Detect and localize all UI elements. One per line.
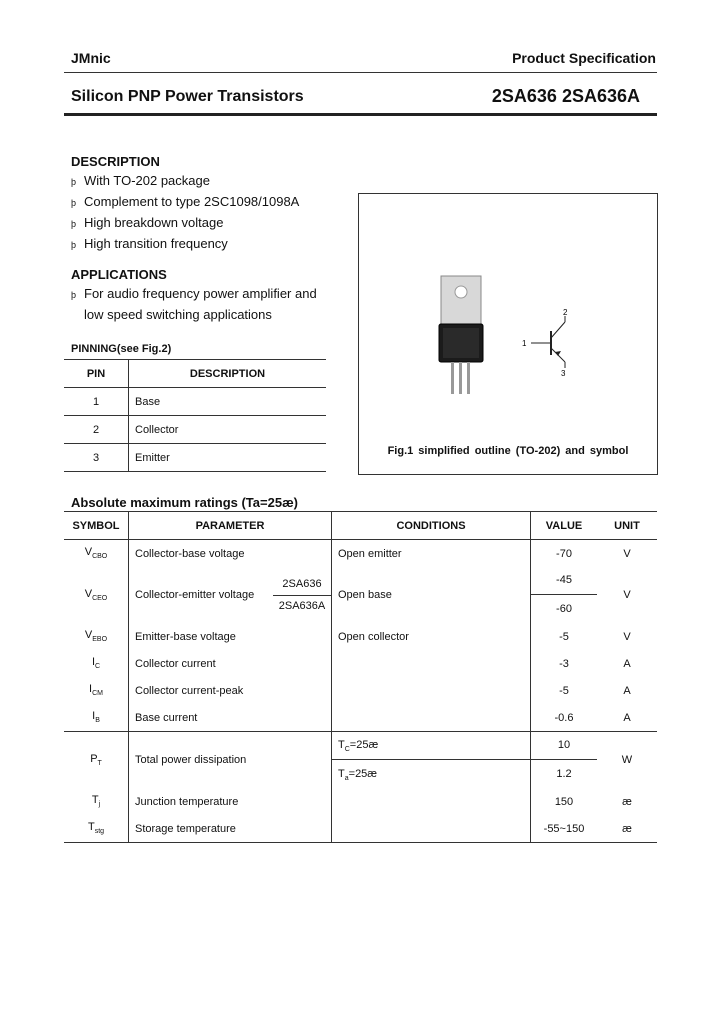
list-item: þ High breakdown voltage	[71, 213, 299, 234]
list-item: þ With TO-202 package	[71, 171, 299, 192]
pnp-symbol-icon	[359, 194, 657, 424]
value-cell: -45	[531, 567, 597, 595]
table-header-row	[64, 512, 657, 540]
parameter-cell: Collector current-peak	[129, 677, 332, 704]
parameter-cell: Emitter-base voltage	[129, 623, 332, 650]
parameter-cell: Collector-emitter voltage 2SA636 2SA636A	[129, 567, 332, 623]
col-conditions: CONDITIONS	[332, 512, 531, 540]
table-row	[64, 623, 657, 650]
symbol-cell: $I_C$	[64, 650, 129, 677]
parameter-cell: Base current	[129, 704, 332, 732]
description-heading: DESCRIPTION	[71, 154, 160, 169]
condition-cell: Open base	[332, 567, 531, 623]
unit-cell: A	[623, 657, 631, 670]
pin-description: Emitter	[129, 444, 327, 472]
col-symbol: SYMBOL	[64, 512, 129, 540]
list-item: þ Complement to type 2SC1098/1098A	[71, 192, 299, 213]
value-cell: -5	[559, 684, 569, 697]
parameter-cell: Collector current	[129, 650, 332, 677]
col-parameter: PARAMETER	[129, 512, 332, 540]
pin-description: Base	[129, 388, 327, 416]
value-cell: -55~150	[531, 815, 598, 843]
symbol-cell: $V_{CEO}$	[64, 567, 129, 623]
symbol-cell: $V_{EBO}$	[64, 623, 129, 650]
parameter-cell: Total power dissipation	[129, 732, 332, 789]
value-cell: 1.2	[556, 768, 572, 780]
symbol-cell: $P_T$	[64, 732, 129, 789]
figure-box	[358, 193, 658, 475]
part-numbers: 2SA636 2SA636A	[491, 86, 640, 106]
unit-cell: A	[623, 684, 631, 697]
doc-type: Product Specification	[512, 50, 656, 66]
condition-cell: $T_C=25æ$	[332, 732, 530, 760]
list-item: low speed switching applications	[84, 307, 272, 322]
list-item: þ For audio frequency power amplifier and	[71, 284, 317, 305]
table-row	[64, 650, 657, 677]
bullet-icon: þ	[71, 290, 77, 300]
table-row	[64, 388, 326, 416]
value-cell: -60	[556, 603, 572, 615]
table-row	[64, 567, 657, 623]
bullet-icon: þ	[71, 177, 77, 187]
unit-cell: V	[623, 589, 631, 601]
table-row	[64, 677, 657, 704]
symbol-pin-3: 3	[561, 369, 566, 378]
table-row	[64, 788, 657, 815]
table-row	[64, 444, 326, 472]
description-list	[71, 171, 299, 255]
col-description: DESCRIPTION	[129, 360, 327, 388]
brand-name: JMnic	[71, 50, 111, 66]
value-cell: -5	[559, 630, 569, 643]
col-pin: PIN	[64, 360, 129, 388]
table-row	[64, 732, 657, 789]
value-cell: 150	[554, 795, 574, 808]
bullet-icon: þ	[71, 198, 77, 208]
col-value: VALUE	[531, 512, 598, 540]
unit-cell: V	[623, 630, 631, 643]
table-row	[64, 704, 657, 732]
pt-conditions-values	[332, 732, 658, 789]
parameter-cell: Storage temperature	[129, 815, 332, 843]
pin-description: Collector	[129, 416, 327, 444]
table-row	[64, 416, 326, 444]
pinning-table	[64, 359, 326, 472]
unit-cell: A	[597, 704, 657, 732]
parameter-cell: Collector-base voltage	[129, 540, 332, 568]
col-unit: UNIT	[597, 512, 657, 540]
symbol-pin-1: 1	[522, 339, 527, 348]
symbol-cell: $T_{stg}$	[64, 815, 129, 843]
pin-number: 1	[64, 388, 129, 416]
condition-cell	[332, 677, 531, 704]
condition-cell	[332, 650, 531, 677]
ratings-table	[64, 511, 657, 843]
symbol-pin-2: 2	[563, 308, 568, 317]
symbol-cell: $T_j$	[64, 788, 129, 815]
figure-caption: Fig.1 simplified outline (TO-202) and symbol	[387, 445, 629, 457]
version-2sa636a: 2SA636A	[278, 599, 326, 612]
condition-cell: Open collector	[332, 623, 531, 650]
value-cell: 10	[531, 732, 597, 760]
unit-cell: æ	[597, 815, 657, 843]
value-cell: -0.6	[531, 704, 598, 732]
symbol-cell: $I_B$	[64, 704, 129, 732]
applications-heading: APPLICATIONS	[71, 267, 167, 282]
bullet-icon: þ	[71, 219, 77, 229]
condition-cell	[332, 788, 531, 815]
symbol-cell: $I_{CM}$	[64, 677, 129, 704]
table-row	[64, 815, 657, 843]
pinning-label: PINNING(see Fig.2)	[71, 343, 172, 355]
value-cell: -70	[556, 547, 572, 560]
applications-list	[71, 284, 317, 324]
unit-cell: æ	[622, 795, 632, 808]
pin-number: 3	[64, 444, 129, 472]
parameter-cell: Junction temperature	[129, 788, 332, 815]
condition-cell	[332, 704, 531, 732]
unit-cell: W	[621, 754, 633, 766]
unit-cell: V	[623, 547, 631, 560]
pin-number: 2	[64, 416, 129, 444]
table-header-row	[64, 360, 326, 388]
value-cell: -3	[559, 657, 569, 670]
table-row	[64, 540, 657, 568]
bullet-icon: þ	[71, 240, 77, 250]
condition-cell: $T_a=25æ$	[338, 768, 378, 783]
ratings-heading: Absolute maximum ratings (Ta=25æ)	[71, 495, 298, 510]
symbol-cell: $V_{CBO}$	[64, 540, 129, 568]
header-rule	[64, 72, 657, 73]
version-2sa636: 2SA636	[273, 574, 331, 596]
title-rule	[64, 113, 657, 116]
page-title: Silicon PNP Power Transistors	[71, 88, 304, 105]
condition-cell	[332, 815, 531, 843]
list-item: þ High transition frequency	[71, 234, 299, 255]
value-unit-cell	[531, 567, 658, 623]
condition-cell: Open emitter	[332, 540, 531, 568]
